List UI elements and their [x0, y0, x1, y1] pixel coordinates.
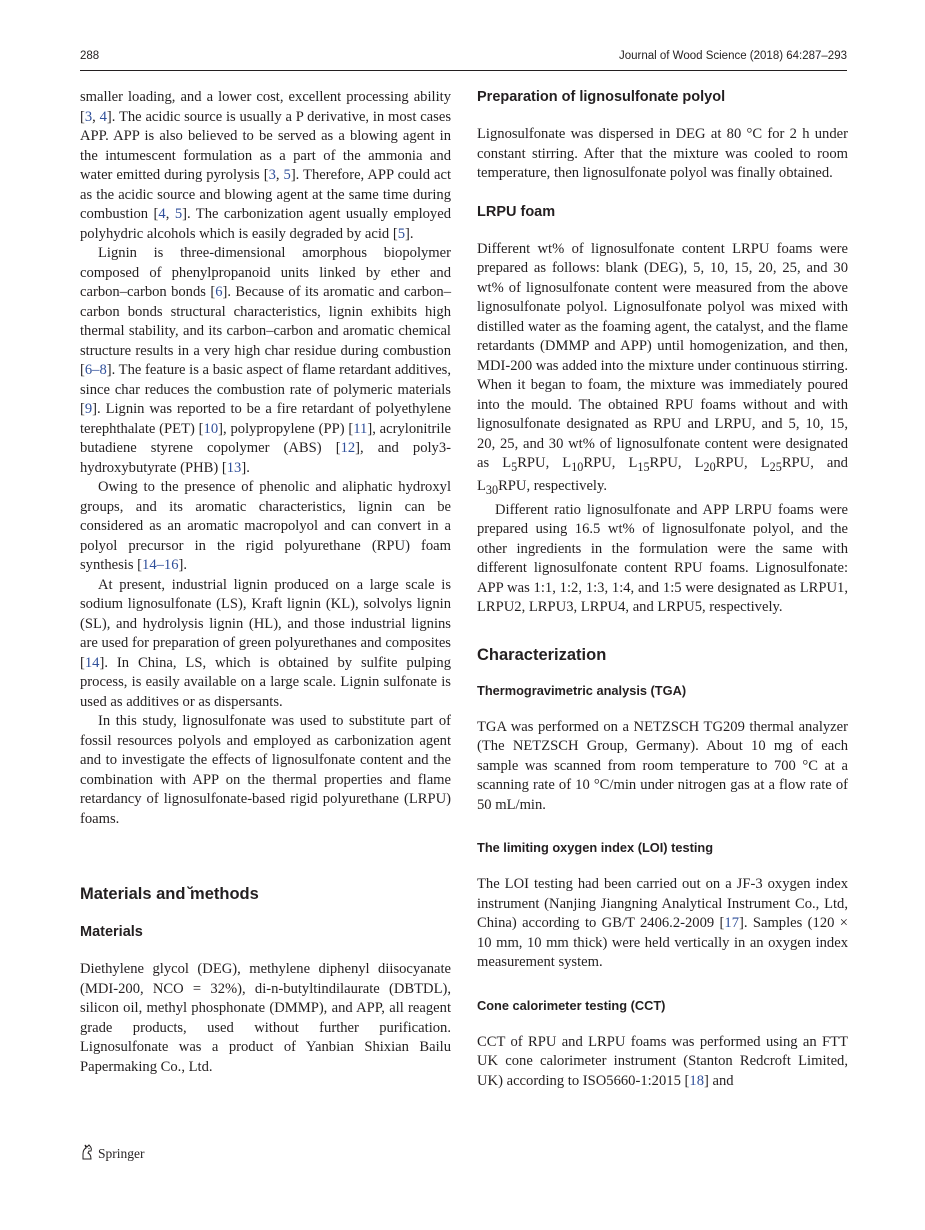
paragraph-hydroxyl: Owing to the presence of phenolic and aliphatic hydroxyl groups, and its aromatic characteristics, lignin can be considered as an aromatic macropolyol and can convert in a polyol precursor in the rigid polyurethane (RPU) foam synthesis [14–16].	[80, 479, 451, 573]
citation-link[interactable]: 11	[353, 420, 368, 437]
subsubsection-heading-tga: Thermogravimetric analysis (TGA)	[477, 682, 687, 698]
paragraph-study-aim: In this study, lignosulfonate was used to substitute part of fossil resources polyols and employed as carbonization agent and to investigate the effects of lignosulfonate content and the combination with APP on the thermal properties and flame retardancy of lignosulfonate-based rigid polyurethane (LRPU) foams.	[80, 713, 451, 827]
citation-link[interactable]: 6	[215, 284, 223, 300]
subsection-heading-materials: Materials	[80, 924, 143, 940]
section-heading-methods: Materials and ̆methods	[80, 885, 259, 903]
citation-link[interactable]: 4	[158, 206, 166, 222]
citation-link[interactable]: 14–16	[142, 557, 179, 573]
paragraph-loi: The LOI testing had been carried out on a JF-3 oxygen index instrument (Nanjing Jiangning Analytical Instrument Co., Ltd, China) according to GB/T 2406.2-2009 [17]. Samples (120 × 10 mm, 10 mm thick) were held vertically in an oxygen index measurement system.	[477, 876, 849, 971]
citation-link[interactable]: 5	[397, 225, 406, 242]
subsection-heading-polyol: Preparation of lignosulfonate polyol	[477, 89, 726, 105]
citation-link[interactable]: 5	[283, 167, 291, 183]
citation-link[interactable]: 14	[84, 654, 100, 671]
paragraph-lignin: Lignin is three-dimensional amorphous biopolymer composed of phenylpropanoid units linked by ether and carbon–carbon bonds [6]. Because of its aromatic and carbon–carbon bonds structural characteristics, lignin exhibits high thermal stability, and its carbon–carbon and aromatic chemical structure results in a very high char residue during combustion [6–8]. The feature is a basic aspect of flame retardant additives, since char reduces the combustion rate of polymeric materials [9]. Lignin was reported to be a fire retardant of polyethylene terephthalate (PET) [10], polypropylene (PP) [11], acrylonitrile butadiene styrene copolymer (ABS) [12], and poly3-hydroxybutyrate (PHB) [13].	[80, 245, 451, 476]
header-rule	[80, 70, 847, 71]
citation-link[interactable]: 4	[99, 108, 107, 125]
journal-citation: Journal of Wood Science (2018) 64:287–293	[618, 50, 847, 62]
citation-link[interactable]: 10	[203, 420, 219, 437]
left-column	[80, 88, 451, 1077]
springer-horse-icon	[80, 1144, 94, 1164]
page-header	[80, 50, 847, 70]
page-footer	[80, 1144, 145, 1164]
citation-link[interactable]: 13	[226, 459, 242, 476]
paragraph-foam-ratio: Different ratio lignosulfonate and APP LRPU foams were prepared using 16.5 wt% of lignosulfonate polyol, and the other ingredients in the formulation were the same with different lignosulfonate content RPU foams. Lignosulfonate: APP was 1:1, 1:2, 1:3, 1:4, and 1:5 were designated as LRPU1, LRPU2, LRPU3, LRPU4, and LRPU5, respectively.	[477, 501, 848, 616]
subsection-heading-foam: LRPU foam	[477, 203, 556, 220]
citation-link[interactable]: 6–8	[84, 362, 107, 378]
publisher-name: Springer	[98, 1146, 145, 1161]
section-heading-characterization: Characterization	[477, 645, 607, 664]
paragraph-materials: Diethylene glycol (DEG), methylene diphenyl diisocyanate (MDI-200, NCO = 32%), di-n-butyltindilaurate (DBTDL), silicon oil, methyl phosphonate (DMMP), and APP, all reagent grade products, used without further purification. Lignosulfonate was a product of Yanbian Shixian Bailu Papermaking Co., Ltd.	[80, 961, 451, 1075]
paragraph-cct: CCT of RPU and LRPU foams was performed using an FTT UK cone calorimeter instrument (Stanton Redcroft Limited, UK) according to ISO5660-1:2015 [18] and	[477, 1033, 848, 1089]
citation-link[interactable]: 3	[84, 108, 93, 125]
paragraph-foam-prep: Different wt% of lignosulfonate content LRPU foams were prepared as follows: blank (DEG), 5, 10, 15, 20, 25, and 30 wt% of lignosulfonate content were measured from the above lignosulfonate polyol. Lignosulfonate polyol was mixed with distilled water as the foaming agent, the catalyst, and the flame retardants (DMMP and APP) until homogenization, and then, MDI-200 was added into the mixture under continuous stirring. When it began to foam, the mixture was immediately poured into the mould. The obtained RPU foams without and with lignosulfonate designated as RPU and LRPU, and 5, 10, 15, 20, 25, and 30 wt% of lignosulfonate content were designated as $L_5RPU$, $L_{10}RPU$, $L_{15}RPU$, $L_{20}RPU$, $L_{25}RPU$, and $L_{30}RPU$, respectively.	[477, 240, 848, 498]
paragraph-industrial-lignin: At present, industrial lignin produced on a large scale is sodium lignosulfonate (LS), Kraft lignin (KL), solvolys lignin (SL), and hydrolysis lignin (HL), and those industrial lignins are used for preparation of green polyurethanes and composites [14]. In China, LS, which is obtained by sulfite pulping process, is easily available on a large scale. Lignin sulfonate is used as additives or as dispersants.	[80, 576, 451, 710]
citation-link[interactable]: 9	[84, 401, 93, 417]
citation-link[interactable]: 3	[268, 167, 276, 183]
citation-link[interactable]: 5	[174, 206, 183, 222]
paragraph-tga: TGA was performed on a NETZSCH TG209 thermal analyzer (The NETZSCH Group, Germany). About 10 mg of each sample was scanned from room temperature to 700 °C at a scanning rate of 10 °C/min under nitrogen gas at a flow rate of 50 mL/min.	[477, 718, 848, 813]
page-number: 288	[80, 50, 100, 62]
paragraph-polyol: Lignosulfonate was dispersed in DEG at 80 °C for 2 h under constant stirring. After that the mixture was cooled to room temperature, then lignosulfonate polyol was finally obtained.	[477, 126, 848, 181]
subsubsection-heading-loi: The limiting oxygen index (LOI) testing	[477, 840, 714, 856]
citation-link[interactable]: 17	[724, 915, 739, 932]
citation-link[interactable]: 12	[340, 440, 356, 456]
paragraph-intumescent: smaller loading, and a lower cost, excellent processing ability [3, 4]. The acidic source is usually a P derivative, in most cases APP. APP is also believed to be served as a blowing agent in the intumescent formulation as a part of the ammonia and water emitted during pyrolysis [3, 5]. Therefore, APP could act as the acidic source and blowing agent at the same time during combustion [4, 5]. The carbonization agent usually employed polyhydric alcohols which is easily degraded by acid [5].	[80, 89, 452, 242]
subsubsection-heading-cct: Cone calorimeter testing (CCT)	[477, 997, 666, 1013]
citation-link[interactable]: 18	[689, 1072, 704, 1089]
right-column	[477, 88, 848, 1091]
